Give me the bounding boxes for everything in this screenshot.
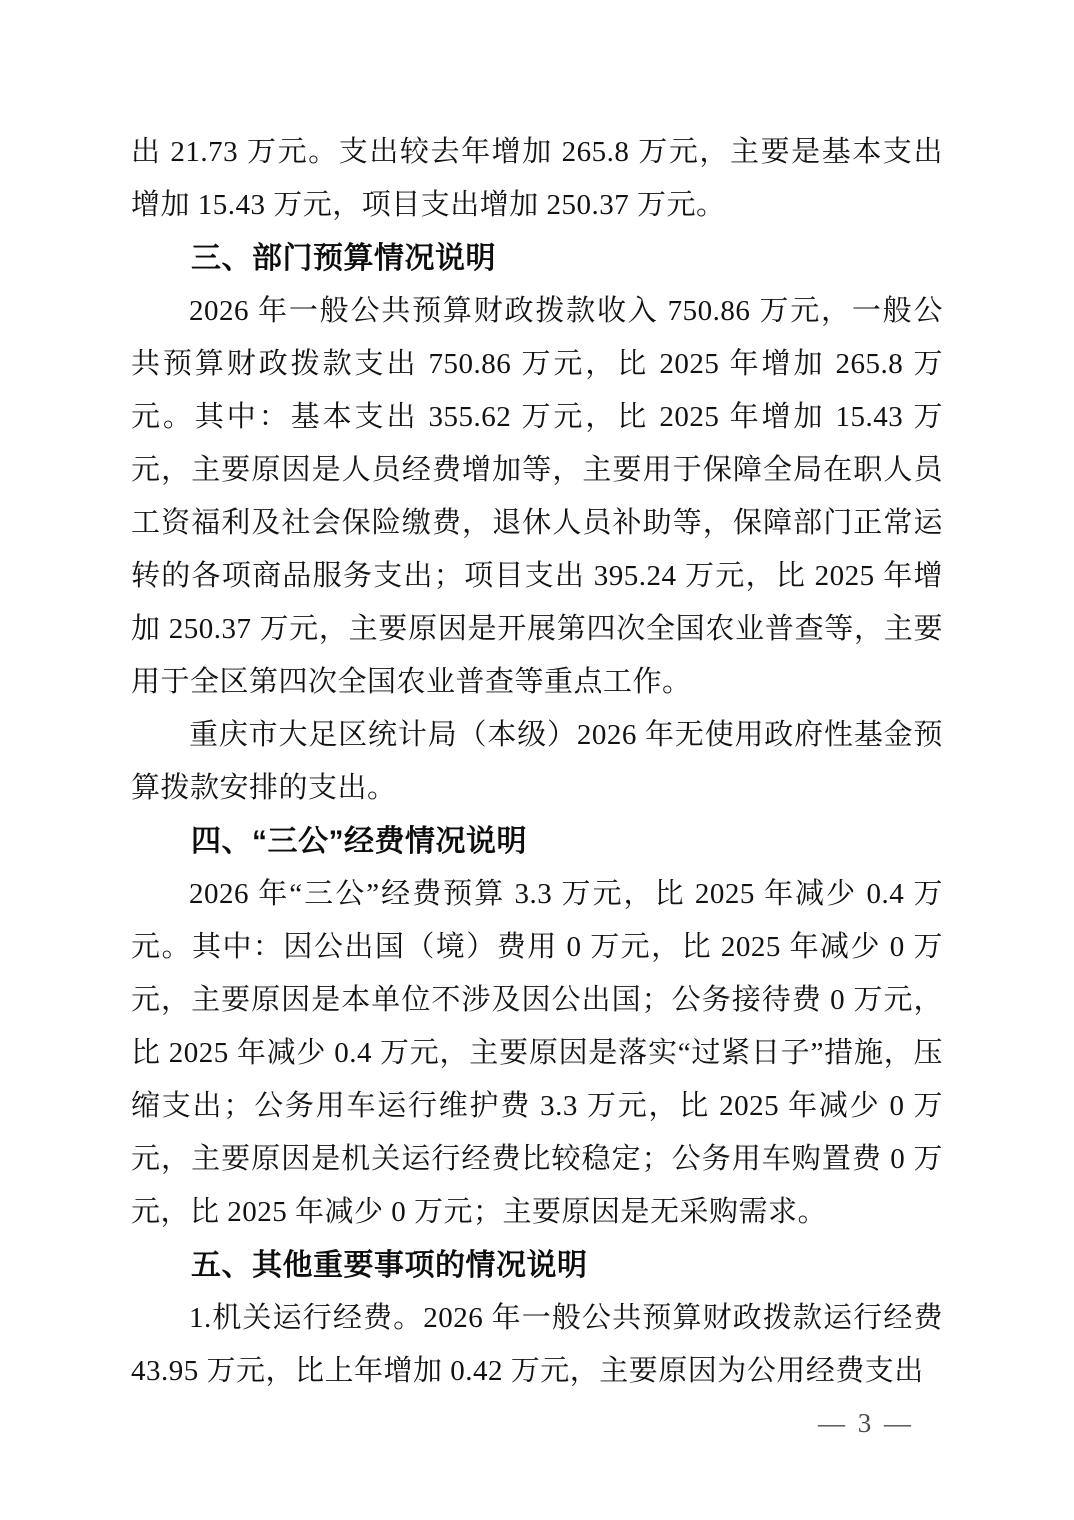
paragraph-continued-from-previous-page: 出 21.73 万元。支出较去年增加 265.8 万元，主要是基本支出增加 15.43 万元，项目支出增加 250.37 万元。 (131, 136, 943, 221)
paragraph-budget-details: 2026 年一般公共预算财政拨款收入 750.86 万元，一般公共预算财政拨款支出 750.86 万元，比 2025 年增加 265.8 万元。其中：基本支出 355.62 万元，比 2025 年增加 15.43 万元，主要原因是人员经费增加等，主要用于保障全局在职人员工资福利及社会保险缴费，退休人员补助等，保障部门正常运转的各项商品服务支出；项目支出 395.24 万元，比 2025 年增加 250.37 万元，主要原因是开展第四次全国农业普查等，主要用于全区第四次全国农业普查等重点工作。 (131, 295, 943, 698)
section-heading-three-public-expenses: 四、“三公”经费情况说明 (191, 825, 527, 858)
paragraph-government-fund: 重庆市大足区统计局（本级）2026 年无使用政府性基金预算拨款安排的支出。 (131, 719, 943, 804)
section-heading-budget-overview: 三、部门预算情况说明 (191, 242, 496, 275)
page-number: — 3 — (818, 1408, 914, 1438)
section-heading-other-important-matters: 五、其他重要事项的情况说明 (191, 1249, 588, 1282)
paragraph-operating-expenses: 1.机关运行经费。2026 年一般公共预算财政拨款运行经费 43.95 万元，比上年增加 0.42 万元，主要原因为公用经费支出 (131, 1302, 943, 1387)
paragraph-three-public-details: 2026 年“三公”经费预算 3.3 万元，比 2025 年减少 0.4 万元。其中：因公出国（境）费用 0 万元，比 2025 年减少 0 万元，主要原因是本单位不涉及因公出国；公务接待费 0 万元，比 2025 年减少 0.4 万元，主要原因是落实“过紧日子”措施，压缩支出；公务用车运行维护费 3.3 万元，比 2025 年减少 0 万元，主要原因是机关运行经费比较稳定；公务用车购置费 0 万元，比 2025 年减少 0 万元；主要原因是无采购需求。 (131, 878, 943, 1228)
document-body (131, 126, 943, 1398)
